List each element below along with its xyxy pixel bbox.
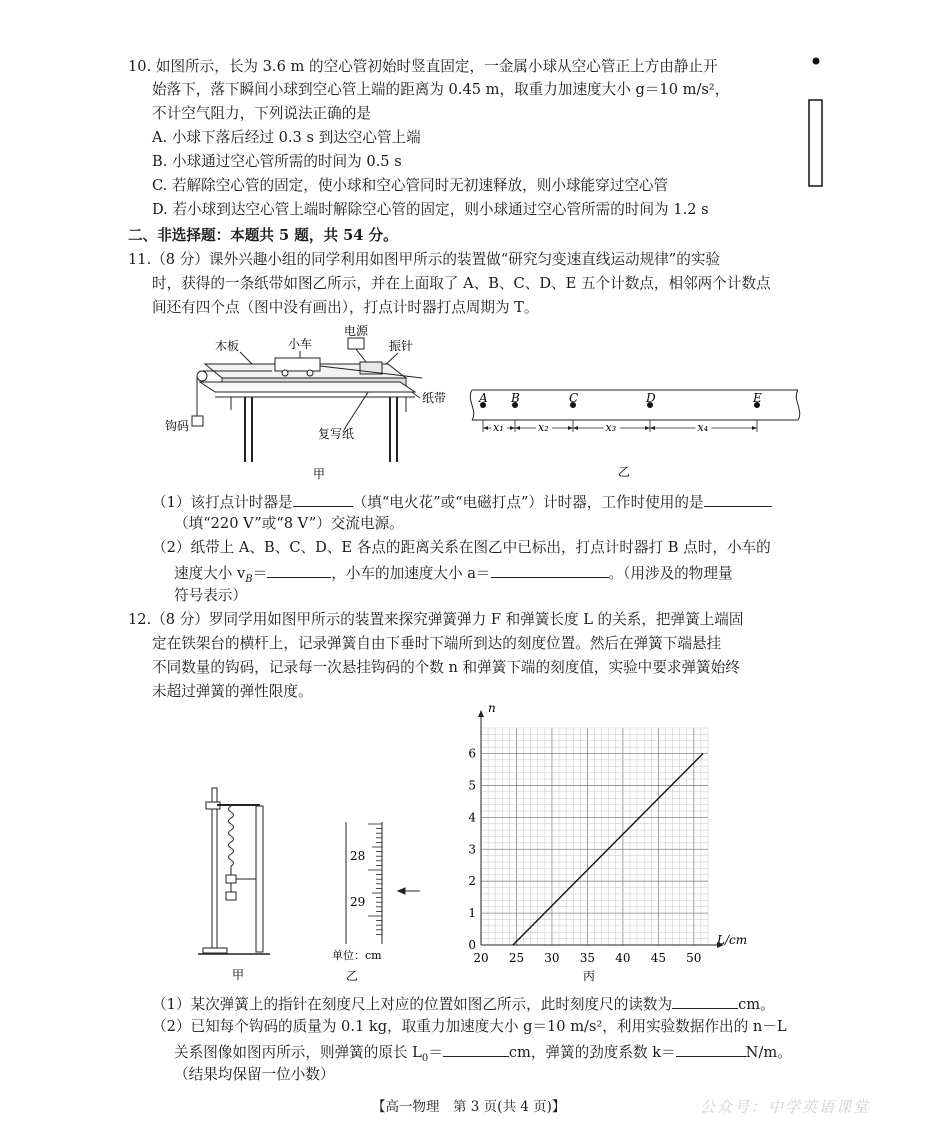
tape-segment-label-1: x₁ [493, 421, 504, 434]
label-board: 木板 [215, 339, 240, 353]
q11-sub2-line-3: 符号表示） [174, 587, 247, 604]
q11-sub1-text-a: （1）该打点计时器是 [152, 494, 293, 511]
q12-blank-original-length[interactable] [443, 1041, 509, 1057]
ruler-label-28: 28 [350, 849, 366, 863]
q12-blank-ruler-reading[interactable] [672, 993, 738, 1009]
q12-stem-line-3: 不同数量的钩码，记录每一次悬挂钩码的个数 n 和弹簧下端的刻度值，实验中要求弹簧始终 [152, 659, 740, 676]
q12-sub1-line [152, 993, 775, 1015]
tape-label-A: A [479, 391, 488, 405]
q11-sub2-subscript-b: B [245, 573, 253, 585]
tape-arrow-right-2 [568, 426, 573, 430]
caption-yi: 乙 [618, 465, 631, 479]
watermark: 公众号：中学英语课堂 [700, 1098, 871, 1116]
q11-apparatus-figure [160, 320, 460, 480]
x-tick-label-35: 35 [579, 951, 596, 965]
y-tick-label-4: 4 [468, 810, 476, 825]
tape-arrow-right-4 [752, 426, 757, 430]
q11-stem-line-2: 时，获得的一条纸带如图乙所示，并在上面取了 A、B、C、D、E 五个计数点，相邻两个计数点 [152, 275, 771, 292]
q11-blank-acceleration[interactable] [491, 562, 609, 578]
q12-sub2-text-b: 关系图像如图丙所示，则弹簧的原长 L [174, 1044, 422, 1061]
label-tape: 纸带 [422, 391, 447, 405]
chart-x-label: L/cm [717, 933, 748, 947]
x-tick-label-20: 20 [473, 951, 489, 965]
q11-sub1-line-1 [152, 491, 772, 513]
x-tick-label-25: 25 [508, 951, 525, 965]
q11-blank-timer-type[interactable] [293, 491, 353, 507]
q10-stem-line-1: 10. 如图所示，长为 3.6 m 的空心管初始时竖直固定，一金属小球从空心管正上方由静止开 [128, 58, 718, 75]
q11-sub1-line-2: （填“220 V”或“8 V”）交流电源。 [174, 515, 404, 532]
q12-stem-line-1: 12.（8 分）罗同学用如图甲所示的装置来探究弹簧弹力 F 和弹簧长度 L 的关系，把弹簧上端固 [128, 611, 744, 628]
tape-arrow-left-4 [650, 426, 655, 430]
q10-option-b: B. 小球通过空心管所需的时间为 0.5 s [152, 153, 402, 170]
tape-arrow-right-1 [510, 426, 515, 430]
stand-drawing [198, 788, 270, 954]
label-cart: 小车 [288, 337, 313, 351]
n-L-chart [455, 700, 765, 985]
q12-sub2-line-3: （结果均保留一位小数） [174, 1066, 335, 1083]
x-tick-label-30: 30 [544, 951, 560, 965]
tape-label-D: D [646, 391, 656, 405]
q10-option-c: C. 若解除空心管的固定，使小球和空心管同时无初速释放，则小球能穿过空心管 [152, 177, 669, 194]
tape-segment-label-4: x₄ [697, 421, 709, 434]
q12-sub2-subscript-0: 0 [421, 1052, 429, 1064]
apparatus-drawing [192, 338, 422, 462]
q11-sub2-text-d: 。（用涉及的物理量 [608, 565, 733, 582]
q12-sub2-text-d: N/m。 [745, 1044, 792, 1061]
x-tick-label-50: 50 [686, 951, 702, 965]
tape-label-B: B [511, 391, 520, 405]
tape-arrow-right-3 [645, 426, 650, 430]
tape-arrow-left-3 [573, 426, 578, 430]
q11-sub2-text-b: 速度大小 v [174, 565, 246, 582]
pointer-arrow [398, 888, 420, 894]
q12-sub2-text-c: cm，弹簧的劲度系数 k＝ [508, 1044, 676, 1061]
q12-blank-spring-constant[interactable] [676, 1041, 746, 1057]
q12-sub2-equals: ＝ [428, 1044, 443, 1061]
q11-stem-line-3: 间还有四个点（图中没有画出），打点计时器打点周期为 T。 [152, 299, 539, 316]
q11-stem-line-1: 11.（8 分）课外兴趣小组的同学利用如图甲所示的装置做“研究匀变速直线运动规律”的实验 [128, 251, 721, 268]
chart-y-label: n [488, 701, 496, 715]
q12-sub1-text-b: cm。 [738, 996, 775, 1013]
x-tick-label-45: 45 [650, 951, 666, 965]
q11-sub2-line-2 [174, 562, 733, 590]
chart-grid [481, 728, 708, 945]
y-tick-label-6: 6 [468, 746, 476, 761]
y-tick-label-3: 3 [468, 842, 476, 857]
y-tick-label-1: 1 [468, 906, 476, 921]
q11-sub2-text-c: ，小车的加速度大小 a＝ [331, 565, 491, 582]
chart-axes [478, 710, 724, 948]
q10-option-a: A. 小球下落后经过 0.3 s 到达空心管上端 [152, 129, 421, 146]
q12-ruler-figure [332, 820, 432, 985]
q10-stem-line-3: 不计空气阻力，下列说法正确的是 [152, 105, 371, 122]
y-tick-label-0: 0 [468, 938, 476, 952]
label-needle: 振针 [389, 339, 414, 353]
q12-sub1-text-a: （1）某次弹簧上的指针在刻度尺上对应的位置如图乙所示，此时刻度尺的读数为 [152, 996, 673, 1013]
section-2-title: 二、非选择题：本题共 5 题，共 54 分。 [128, 227, 398, 244]
caption-jia: 甲 [313, 467, 326, 481]
q11-blank-velocity-b[interactable] [267, 562, 331, 578]
caption-ruler-yi: 乙 [346, 969, 359, 983]
q11-sub2-equals: ＝ [252, 565, 268, 582]
q11-blank-voltage[interactable] [704, 491, 772, 507]
label-carbon: 复写纸 [318, 427, 355, 441]
tape-segment-label-3: x₃ [605, 421, 617, 434]
tape-label-E: E [753, 391, 762, 405]
ruler-unit-label: 单位：cm [332, 949, 382, 962]
hollow-tube [809, 100, 822, 186]
ruler-label-29: 29 [350, 895, 366, 909]
q10-option-d: D. 若小球到达空心管上端时解除空心管的固定，则小球通过空心管所需的时间为 1.2 s [152, 201, 709, 218]
page-footer: 【高一物理 第 3 页(共 4 页)】 [372, 1099, 566, 1115]
y-tick-label-2: 2 [468, 874, 476, 889]
label-power: 电源 [344, 324, 369, 338]
q12-sub2-line-1: （2）已知每个钩码的质量为 0.1 kg，取重力加速度大小 g＝10 m/s²，利用实验数据作出的 n－L [152, 1018, 787, 1035]
x-tick-label-40: 40 [615, 951, 631, 965]
tape-arrow-left-1 [483, 426, 488, 430]
q12-stem-line-4: 未超过弹簧的弹性限度。 [152, 683, 313, 700]
q12-stem-line-2: 定在铁架台的横杆上，记录弹簧自由下垂时下端所到达的刻度位置。然后在弹簧下端悬挂 [152, 635, 722, 652]
q12-spring-stand-figure [198, 780, 278, 985]
caption-stand-jia: 甲 [232, 968, 245, 982]
q10-stem-line-2: 始落下，落下瞬间小球到空心管上端的距离为 0.45 m，取重力加速度大小 g＝10 m/s²， [152, 81, 730, 98]
tape-arrow-left-2 [515, 426, 520, 430]
y-axis-arrow [478, 710, 484, 717]
tape-segment-label-2: x₂ [538, 421, 549, 434]
q11-sub1-text-b: （填“电火花”或“电磁打点”）计时器，工作时使用的是 [352, 494, 704, 511]
q11-tape-figure [468, 388, 803, 480]
y-tick-label-5: 5 [468, 778, 476, 793]
label-weight: 钩码 [165, 419, 190, 433]
q11-sub2-line-1: （2）纸带上 A、B、C、D、E 各点的距离关系在图乙中已标出，打点计时器打 B 点时，小车的 [152, 539, 771, 556]
metal-ball [813, 58, 820, 65]
tape-label-C: C [569, 391, 579, 405]
q10-tube-figure [800, 52, 840, 192]
chart-caption-bing: 丙 [583, 969, 596, 983]
